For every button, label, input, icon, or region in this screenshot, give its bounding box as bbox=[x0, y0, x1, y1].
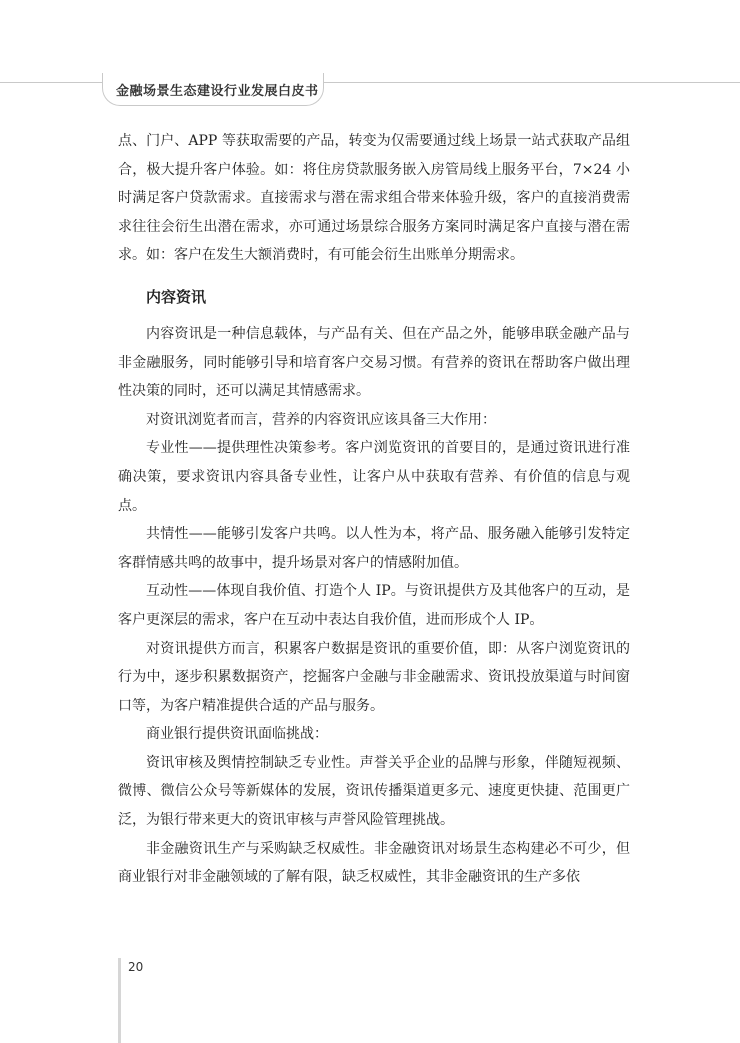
paragraph: 对资讯浏览者而言，营养的内容资讯应该具备三大作用： bbox=[146, 411, 496, 428]
page-header bbox=[0, 0, 740, 105]
paragraph: 资讯审核及舆情控制缺乏专业性。声誉关乎企业的品牌与形象，伴随短视频、微博、微信公众号等新媒体的发展，资讯传播渠道更多元、速度更快捷、范围更广泛，为银行带来更大的资讯审核与声誉风险管理挑战。 bbox=[118, 754, 630, 829]
header-title: 金融场景生态建设行业发展白皮书 bbox=[116, 84, 319, 99]
section-title: 内容资讯 bbox=[146, 287, 207, 306]
paragraph: 互动性——体现自我价值、打造个人 IP。与资讯提供方及其他客户的互动，是客户更深层的需求，客户在互动中表达自我价值，进而形成个人 IP。 bbox=[118, 583, 630, 628]
paragraph: 内容资讯是一种信息载体，与产品有关、但在产品之外，能够串联金融产品与非金融服务，同时能够引导和培育客户交易习惯。有营养的资讯在帮助客户做出理性决策的同时，还可以满足其情感需求。 bbox=[118, 325, 630, 400]
paragraph: 专业性——提供理性决策参考。客户浏览资讯的首要目的，是通过资讯进行准确决策，要求资讯内容具备专业性，让客户从中获取有营养、有价值的信息与观点。 bbox=[118, 440, 630, 514]
body-content bbox=[118, 127, 630, 892]
paragraph: 对资讯提供方而言，积累客户数据是资讯的重要价值，即：从客户浏览资讯的行为中，逐步积累数据资产，挖掘客户金融与非金融需求、资讯投放渠道与时间窗口等，为客户精准提供合适的产品与服务。 bbox=[118, 640, 630, 714]
paragraph: 商业银行提供资讯面临挑战： bbox=[146, 726, 328, 743]
footer-bar bbox=[118, 958, 121, 1043]
paragraph: 非金融资讯生产与采购缺乏权威性。非金融资讯对场景生态构建必不可少，但商业银行对非金融领域的了解有限，缺乏权威性，其非金融资讯的生产多依 bbox=[118, 840, 630, 886]
page-number: 20 bbox=[128, 960, 144, 974]
paragraph: 共情性——能够引发客户共鸣。以人性为本，将产品、服务融入能够引发特定客群情感共鸣的故事中，提升场景对客户的情感附加值。 bbox=[118, 526, 630, 571]
paragraph-intro: 点、门户、APP 等获取需要的产品，转变为仅需要通过线上场景一站式获取产品组合，极大提升客户体验。如：将住房贷款服务嵌入房管局线上服务平台，7×24 小时满足客户贷款需求。直接需求与潜在需求组合带来体验升级，客户的直接消费需求往往会衍生出潜在需求，亦可通过场景综合服务方案同时满足客户直接与潜在需求。如：客户在发生大额消费时，有可能会衍生出账单分期需求。 bbox=[118, 133, 630, 264]
